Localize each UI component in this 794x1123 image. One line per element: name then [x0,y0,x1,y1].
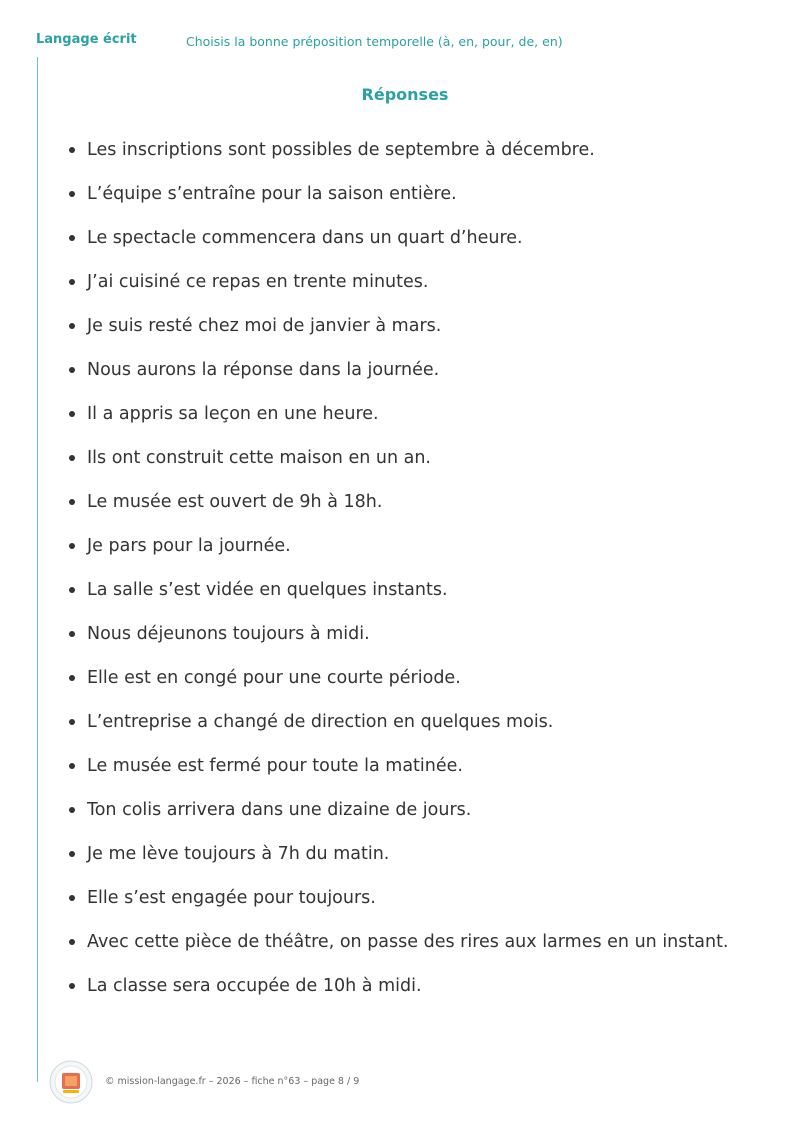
answer-item [69,532,729,576]
answer-text: Je suis resté chez moi de janvier à mars. [87,316,442,336]
bullet-icon [69,631,75,637]
bullet-icon [69,323,75,329]
header-category: Langage écrit [36,32,137,47]
answer-item [69,576,729,620]
bullet-icon [69,279,75,285]
answer-item [69,664,729,708]
answer-item [69,840,729,884]
bullet-icon [69,807,75,813]
answer-text: Elle s’est engagée pour toujours. [87,888,376,908]
answer-text: Ton colis arrivera dans une dizaine de jours. [87,800,472,820]
answer-item [69,708,729,752]
answer-text: L’équipe s’entraîne pour la saison entière. [87,184,457,204]
answers-list [69,136,729,1016]
answer-item [69,312,729,356]
answer-item [69,180,729,224]
answer-item [69,972,729,1016]
answer-text: La salle s’est vidée en quelques instants. [87,580,448,600]
header-instruction: Choisis la bonne préposition temporelle (à, en, pour, de, en) [186,34,563,49]
bullet-icon [69,499,75,505]
answer-text: Le musée est ouvert de 9h à 18h. [87,492,383,512]
answer-text: Le musée est fermé pour toute la matinée. [87,756,463,776]
answer-text: La classe sera occupée de 10h à midi. [87,976,422,996]
answer-item [69,268,729,312]
margin-line [37,57,38,1082]
bullet-icon [69,675,75,681]
answer-item [69,796,729,840]
footer-text: © mission-langage.fr – 2026 – fiche n°63 – page 8 / 9 [105,1076,360,1087]
answer-item [69,884,729,928]
bullet-icon [69,719,75,725]
answer-text: L’entreprise a changé de direction en quelques mois. [87,712,554,732]
answer-text: Ils ont construit cette maison en un an. [87,448,431,468]
answer-text: Je me lève toujours à 7h du matin. [87,844,390,864]
answer-item [69,928,729,972]
bullet-icon [69,411,75,417]
answer-item [69,400,729,444]
mission-langage-logo-icon [49,1060,93,1104]
answer-text: Avec cette pièce de théâtre, on passe des rires aux larmes en un instant. [87,932,729,952]
answer-item [69,136,729,180]
answer-item [69,752,729,796]
answer-text: Les inscriptions sont possibles de septembre à décembre. [87,140,595,160]
bullet-icon [69,147,75,153]
section-title: Réponses [361,85,449,104]
bullet-icon [69,543,75,549]
bullet-icon [69,455,75,461]
answer-text: Le spectacle commencera dans un quart d’heure. [87,228,523,248]
bullet-icon [69,235,75,241]
answer-text: Je pars pour la journée. [87,536,291,556]
bullet-icon [69,939,75,945]
bullet-icon [69,191,75,197]
answer-item [69,356,729,400]
answer-item [69,488,729,532]
bullet-icon [69,367,75,373]
answer-text: Il a appris sa leçon en une heure. [87,404,379,424]
bullet-icon [69,895,75,901]
bullet-icon [69,983,75,989]
answer-text: J’ai cuisiné ce repas en trente minutes. [87,272,429,292]
bullet-icon [69,587,75,593]
answer-item [69,444,729,488]
answer-text: Nous déjeunons toujours à midi. [87,624,370,644]
answer-text: Elle est en congé pour une courte période. [87,668,461,688]
answer-item [69,224,729,268]
answer-item [69,620,729,664]
answer-text: Nous aurons la réponse dans la journée. [87,360,440,380]
bullet-icon [69,763,75,769]
bullet-icon [69,851,75,857]
